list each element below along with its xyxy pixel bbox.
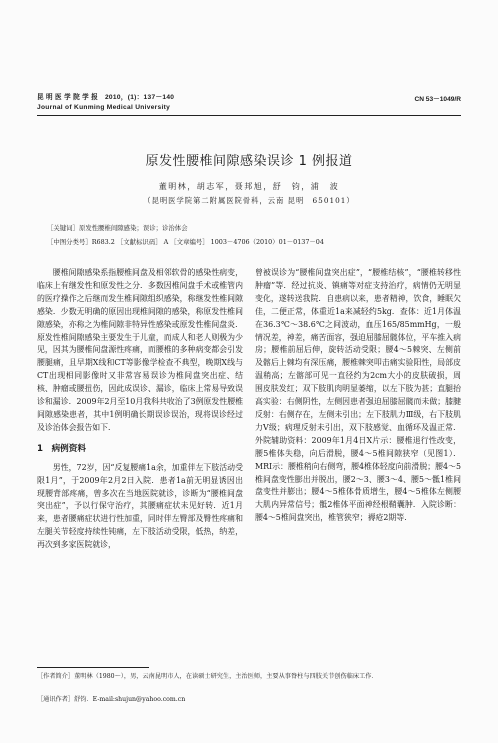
author-list: 董明林，胡志军，聂邦旭，舒 钧，浦 波 bbox=[158, 182, 340, 191]
right-column bbox=[255, 267, 461, 525]
journal-name-en: Journal of Kunming Medical University bbox=[37, 104, 171, 111]
case-continued-paragraph: 曾被误诊为“腰椎间盘突出症”，“腰椎结核”，“腰椎转移性肿瘤”等．经过抗炎、镇痛等对症支持治疗，病情仍无明显变化，遂转送我院．自患病以来，患者精神，饮食，睡眠欠佳，二便正常，体重近1a来减轻约5kg．查体：近1月体温在36.3℃～38.6℃之间波动，血压165/85mmHg，一般情况差，神差，痛苦面容，强迫屈膝屈髋体位，平车推入病房；腰椎前屈后伸，旋转活动受限；腰4～5棘突、左侧前及髂后上棘均有深压痛，腰椎棘突叩击痛实验阳性，局部皮温稍高；左髂部可见一直径约为2cm大小的皮肤破损，周围皮肤发红；双下肢肌肉明显萎缩，以左下肢为甚；直腿抬高实验：右侧阴性，左侧因患者强迫屈膝屈髋而未做；膝腱反射：右侧存在，左侧未引出；左下肢肌力Ⅲ级，右下肢肌力Ⅴ级；病理反射未引出，双下肢感觉、血循环及温正常．外院辅助资料：2009年1月4日X片示：腰椎退行性改变，腰5椎体失稳，向后滑脱，腰4～5椎间隙狭窄（见图1）．MRI示：腰椎稍向右侧弯，腰4椎体轻度向前滑脱；腰4～5椎间盘变性膨出并脱出，腰2～3、腰3～4、腰5～骶1椎间盘变性并膨出；腰4～5椎体骨质增生，腰4～5椎体左侧腰大肌内异常信号；骶2椎体平面神经根鞘囊肿．入院诊断：腰4～5椎间盘突出，椎管狭窄；褥疮2期等． bbox=[255, 268, 461, 523]
classification-text: R683.2 ［文献标识码］ A ［文章编号］ 1003－4706（2010）01－0137－04 bbox=[91, 238, 324, 246]
author-note-text: 董明林（1980～），男，云南昆明市人，在读硕士研究生，主治医师，主要从事脊柱与四肢关节创伤临床工作． bbox=[74, 673, 378, 680]
corresponding-author bbox=[37, 694, 461, 705]
header-rule bbox=[37, 115, 461, 116]
intro-paragraph: 腰椎间隙感染系指腰椎间盘及相邻软骨的感染性病变，临床上有继发性和原发性之分．多数因椎间盘手术或椎管内的医疗操作之后继而发生椎间隙组织感染，称继发性椎间隙感染．少数无明确的原因出现椎间隙的感染，称原发性椎间隙感染，亦称之为椎间隙非特异性感染或原发性椎间盘炎．原发性椎间隙感染主要发生于儿童，而成人和老人则极为少见，因其为腰椎间盘源性疼痛，而腰椎的多种病变都会引发腰腿痛，且早期X线和CT等影像学检查不典型，晚期X线与CT出现相同影像时又非常容易误诊为椎间盘突出症、结核、肿瘤或腰扭伤，因此成误诊、漏诊，临床上常易导致误诊和漏诊．2009年2月至10月我科共收治了3例原发性腰椎间隙感染患者，其中1例明确长期误诊误治，现将误诊经过及诊治体会报告如下． bbox=[37, 268, 243, 432]
keywords-label: ［关键词］ bbox=[47, 224, 79, 232]
footnote-rule bbox=[37, 667, 149, 668]
author-note-label: ［作者简介］ bbox=[37, 673, 75, 680]
classification-line bbox=[47, 237, 457, 246]
section-heading: 1 病例资料 bbox=[37, 443, 86, 454]
article-title: 原发性腰椎间隙感染误诊 1 例报道 bbox=[145, 154, 353, 169]
left-column bbox=[37, 267, 243, 552]
keywords-text: 原发性腰椎间隙感染；误诊；诊治体会 bbox=[78, 224, 188, 232]
journal-header bbox=[37, 93, 174, 113]
author-note bbox=[37, 671, 461, 682]
journal-name-cn: 昆 明 医 学 院 学 报 2010，(1)：137－140 bbox=[37, 94, 175, 101]
issn-label: CN 53－1049/R bbox=[414, 96, 461, 103]
keywords-line bbox=[47, 223, 457, 232]
case-paragraph: 男性，72岁，因“反复腰痛1a余，加重伴左下肢活动受限1月”，于2009年2月2日入院．患者1a前无明显诱因出现腰背部疼痛，曾多次在当地医院就诊，诊断为“腰椎间盘突出症”，予以行保守治疗，其腰痛症状未见好转．近1月来，患者腰痛症状进行性加重，同时伴左臀部及臀性疼痛和左腿关节轻度持续性钝痛，左下肢活动受限，低热，纳差，再次到多家医院就诊， bbox=[37, 462, 243, 550]
corresponding-label: ［通讯作者］ bbox=[37, 696, 75, 703]
affiliation: （昆明医学院第二附属医院骨科，云南 昆明 650101） bbox=[143, 196, 355, 205]
classification-label: ［中图分类号］ bbox=[47, 238, 92, 246]
corresponding-text: 舒钧．E-mail:shujun@yahoo.com.cn bbox=[74, 696, 186, 703]
